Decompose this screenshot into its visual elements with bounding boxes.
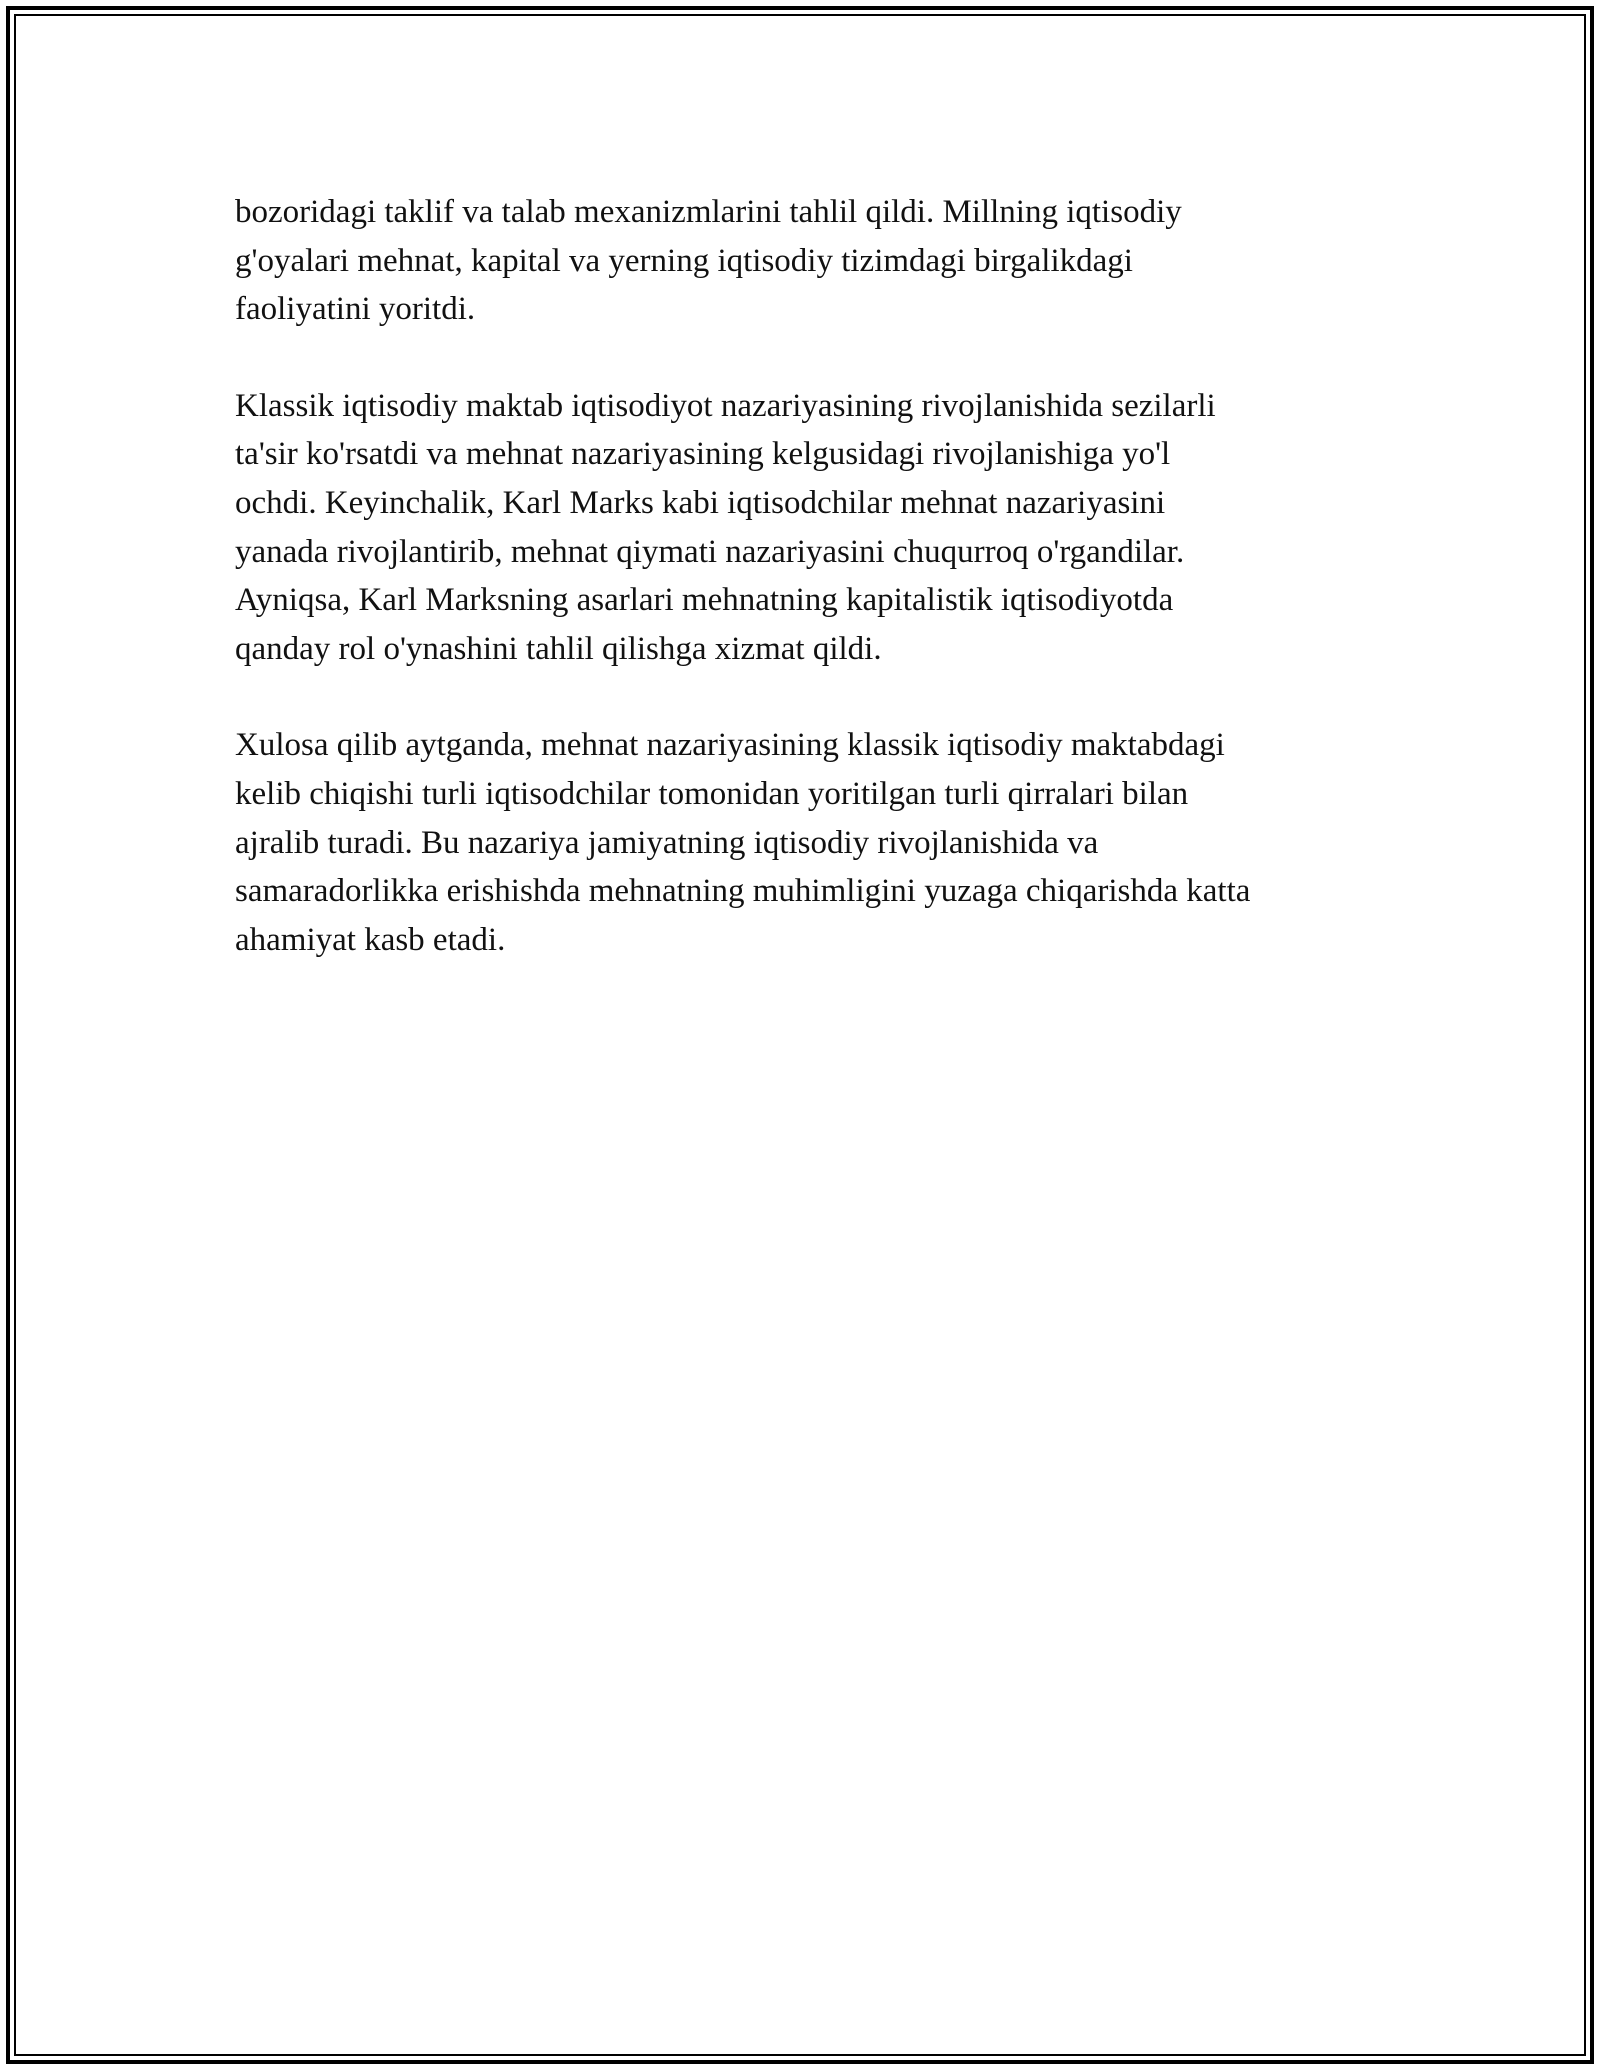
document-body <box>235 188 1405 1012</box>
paragraph-3: Xulosa qilib aytganda, mehnat nazariyasining klassik iqtisodiy maktabdagi kelib chiqishi turli iqtisodchilar tomonidan yoritilgan turli qirralari bilan ajralib turadi. Bu nazariya jamiyatning iqtisodiy rivojlanishida va samaradorlikka erishishda mehnatning muhimligini yuzaga chiqarishda katta ahamiyat kasb etadi. <box>235 727 1251 958</box>
paragraph-2: Klassik iqtisodiy maktab iqtisodiyot nazariyasining rivojlanishida sezilarli ta'sir ko'rsatdi va mehnat nazariyasining kelgusidagi rivojlanishiga yo'l ochdi. Keyinchalik, Karl Marks kabi iqtisodchilar mehnat nazariyasini yanada rivojlantirib, mehnat qiymati nazariyasini chuqurroq o'rgandilar. Ayniqsa, Karl Marksning asarlari mehnatning kapitalistik iqtisodiyotda qanday rol o'ynashini tahlil qilishga xizmat qildi. <box>235 387 1216 667</box>
paragraph-1: bozoridagi taklif va talab mexanizmlarini tahlil qildi. Millning iqtisodiy g'oyalari mehnat, kapital va yerning iqtisodiy tizimdagi birgalikdagi faoliyatini yoritdi. <box>235 194 1182 328</box>
